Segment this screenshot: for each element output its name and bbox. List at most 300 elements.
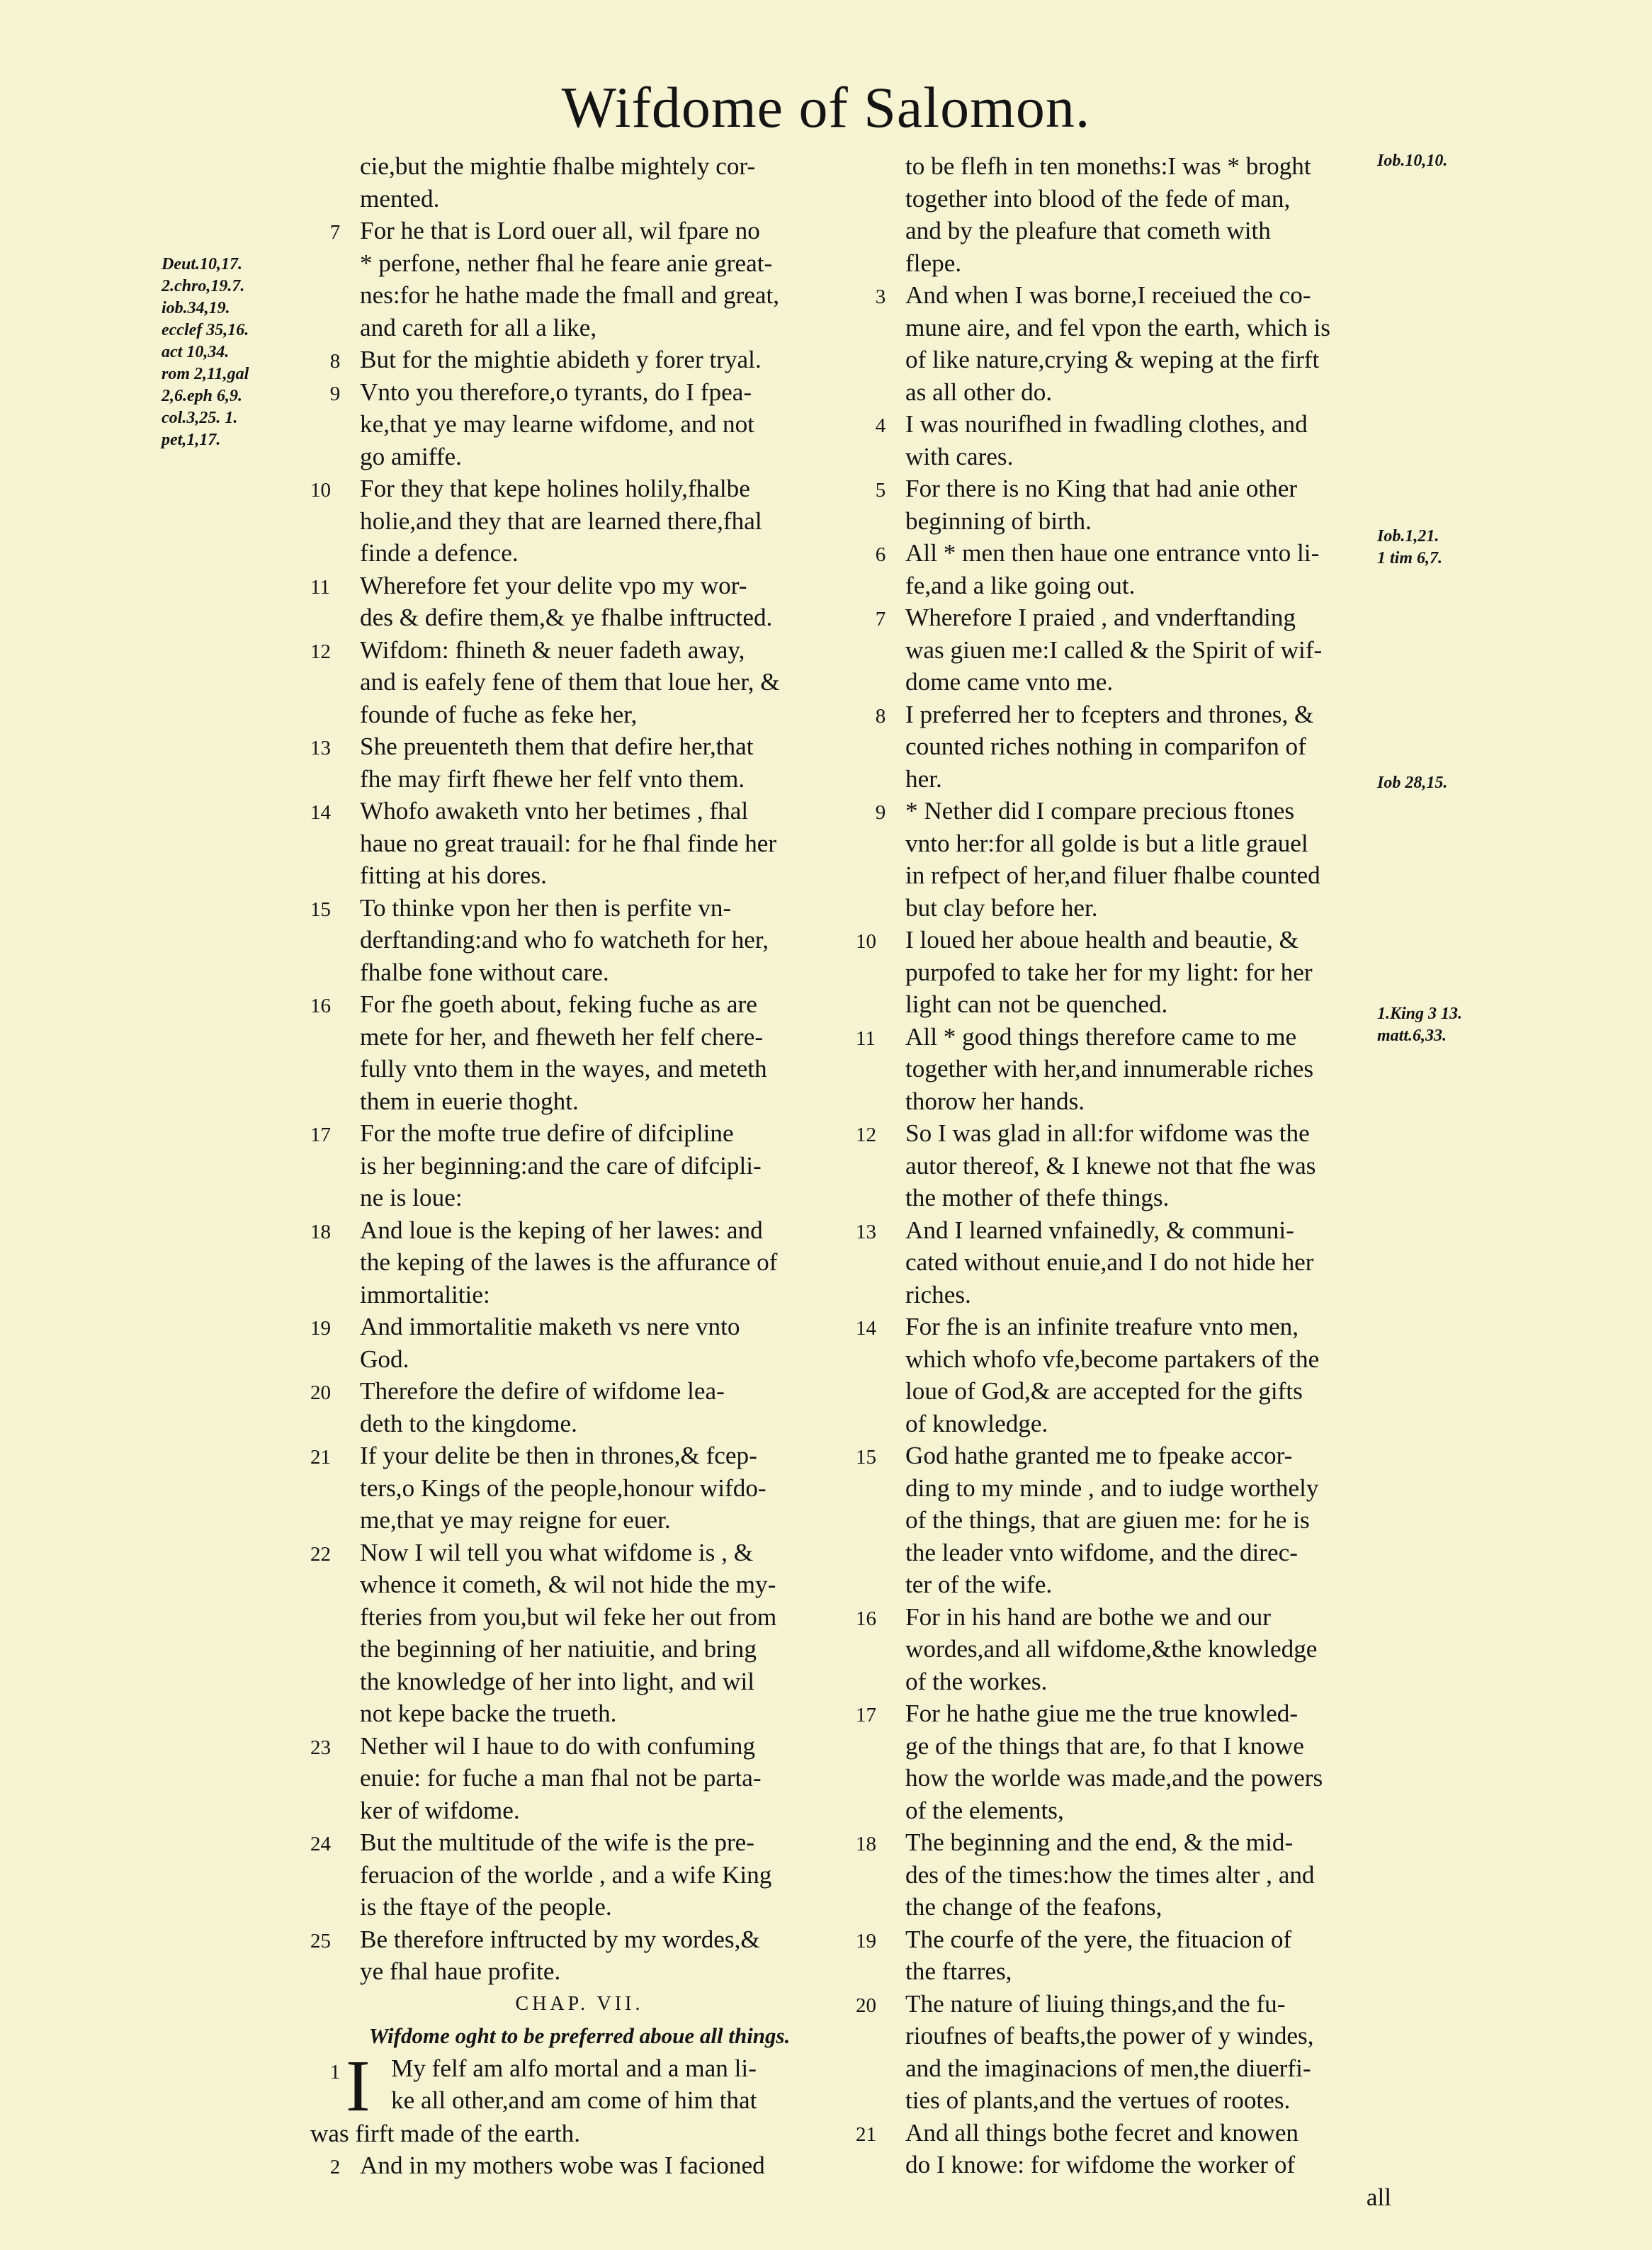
verse-line [310, 1214, 849, 1247]
verse-number: 16 [310, 995, 331, 1017]
verse-text: Nether wil I haue to do with confuming [360, 1731, 755, 1760]
verse-text: For in his hand are bothe we and our [905, 1602, 1271, 1631]
verse-line [856, 699, 1394, 731]
verse-text: the ftarres, [905, 1957, 1012, 1985]
verse-text: them in euerie thoght. [360, 1087, 579, 1115]
verse-line [856, 1923, 1394, 1956]
verse-line [856, 1601, 1394, 1634]
verse-line [856, 1955, 1394, 1988]
verse-line [856, 2149, 1394, 2181]
verse-text: the keping of the lawes is the affurance of [360, 1248, 778, 1276]
verse-number: 21 [310, 1446, 331, 1469]
verse-text: And I learned vnfainedly, & communi- [905, 1216, 1294, 1244]
left-column-verses [310, 150, 849, 1988]
verse-number: 18 [310, 1220, 331, 1243]
verse-line [310, 988, 849, 1021]
left-column [310, 150, 849, 2182]
verse-text: enuie: for fuche a man fhal not be parta- [360, 1764, 762, 1792]
verse-text: For fhe is an infinite treafure vnto men, [905, 1313, 1299, 1340]
verse-text: light can not be quenched. [905, 990, 1168, 1018]
verse-text: deth to the kingdome. [360, 1409, 577, 1437]
verse-text: purpofed to take her for my light: for her [905, 958, 1313, 986]
verse-text: Vnto you therefore,o tyrants, do I fpea- [360, 378, 752, 406]
margin-note-right-1 [1377, 150, 1519, 172]
verse-line [856, 956, 1394, 989]
verse-number: 12 [310, 640, 331, 663]
verse-line [310, 601, 849, 634]
verse-line [310, 1537, 849, 1569]
verse-text: God hathe granted me to fpeake accor- [905, 1442, 1293, 1469]
verse-line [310, 279, 849, 312]
verse-line [856, 1375, 1394, 1408]
verse-text: derftanding:and who fo watcheth for her, [360, 926, 769, 954]
verse-text: mented. [360, 184, 440, 213]
verse-text: fteries from you,but wil feke her out from [360, 1602, 777, 1631]
verse-text: the change of the feafons, [905, 1893, 1162, 1921]
margin-reference: Iob 28,15. [1377, 774, 1448, 792]
verse-number: 19 [856, 1929, 876, 1952]
verse-text: of knowledge. [905, 1409, 1048, 1437]
verse-line [856, 1053, 1394, 1085]
verse-text: me,that ye may reigne for euer. [360, 1506, 671, 1534]
verse-line [310, 763, 849, 796]
verse-line [310, 634, 849, 667]
verse-text: And when I was borne,I receiued the co- [905, 281, 1311, 309]
verse-number: 18 [856, 1833, 876, 1855]
verse-text: She preuenteth them that defire her,that [360, 733, 754, 760]
verse-text: and the imaginacions of men,the diuerfi- [905, 2054, 1311, 2082]
verse-number: 15 [310, 898, 331, 921]
verse-line [310, 1021, 849, 1053]
verse-line [310, 827, 849, 860]
verse-text: and careth for all a like, [360, 313, 597, 341]
verse-line [856, 1666, 1394, 1698]
verse-line [856, 1311, 1394, 1343]
verse-text: of the workes. [905, 1667, 1048, 1695]
verse-line [856, 1472, 1394, 1505]
verse-line [856, 1730, 1394, 1763]
verse-text: * Nether did I compare precious ftones [905, 797, 1295, 825]
verse-line [310, 1697, 849, 1730]
verse-number: 15 [856, 1446, 876, 1469]
verse-text: which whofo vfe,become partakers of the [905, 1345, 1320, 1373]
verse-line [856, 279, 1394, 312]
verse-text: Whofo awaketh vnto her betimes , fhal [360, 797, 749, 825]
verse-line [856, 473, 1394, 505]
verse-number: 20 [856, 1994, 876, 2017]
margin-notes-left [162, 254, 303, 451]
verse-text: And immortalitie maketh vs nere vnto [360, 1313, 740, 1340]
verse-text: Wherefore I praied , and vnderftanding [905, 604, 1296, 631]
verse-line [856, 666, 1394, 699]
verse-text: together with her,and innumerable riches [905, 1055, 1314, 1082]
verse-text: All * good things therefore came to me [905, 1022, 1297, 1051]
verse-line: My felf am alfo mortal and a man li- [391, 2054, 757, 2082]
verse-number: 8 [329, 350, 341, 373]
verse-number: 10 [310, 479, 331, 502]
verse-text: of like nature,crying & weping at the firft [905, 346, 1320, 373]
verse-text: cated without enuie,and I do not hide her [905, 1248, 1314, 1276]
verse-line [856, 795, 1394, 827]
margin-note-right-4 [1377, 1003, 1519, 1047]
verse-line [310, 1408, 849, 1440]
verse-number: 2 [329, 2156, 341, 2178]
verse-text: as all other do. [905, 378, 1053, 406]
verse-text: For there is no King that had anie other [905, 475, 1298, 502]
verse-text: I preferred her to fcepters and thrones, & [905, 700, 1314, 728]
verse-text: immortalitie: [360, 1280, 490, 1308]
verse-text: go amiffe. [360, 442, 462, 470]
verse-line [856, 2052, 1394, 2085]
verse-text: mete for her, and fheweth her felf chere- [360, 1022, 764, 1051]
margin-reference: iob.34,19. [162, 299, 230, 317]
margin-reference: 2.chro,19.7. [162, 277, 245, 295]
verse-text: For fhe goeth about, feking fuche as are [360, 990, 757, 1018]
verse-number: 8 [875, 704, 886, 728]
verse-text: ge of the things that are, fo that I knowe [905, 1731, 1304, 1760]
verse-text: and is eafely fene of them that loue her, & [360, 668, 780, 696]
chapter-verse-1 [310, 2045, 849, 2150]
verse-number: 24 [310, 1833, 331, 1855]
verse-line [856, 376, 1394, 409]
verse-line [856, 859, 1394, 892]
verse-text: des & defire them,& ye fhalbe inftructed. [360, 604, 773, 631]
verse-line [310, 1666, 849, 1698]
verse-line [856, 1762, 1394, 1794]
verse-line [856, 1279, 1394, 1311]
verse-text: ding to my minde , and to iudge worthely [905, 1474, 1319, 1502]
verse-line [310, 1955, 849, 1988]
margin-reference: pet,1,17. [162, 431, 221, 449]
verse-text: how the worlde was made,and the powers [905, 1764, 1323, 1792]
margin-reference: 1 tim 6,7. [1377, 549, 1443, 567]
verse-line [310, 150, 849, 183]
verse-text: But the multitude of the wife is the pre- [360, 1828, 755, 1856]
verse-text: whence it cometh, & wil not hide the my- [360, 1571, 776, 1598]
verse-number: 3 [875, 286, 886, 308]
verse-text: holie,and they that are learned there,fhal [360, 507, 762, 535]
verse-text: The nature of liuing things,and the fu- [905, 1989, 1286, 2018]
verse-text: des of the times:how the times alter , and [905, 1860, 1315, 1889]
verse-line [856, 730, 1394, 763]
verse-text: dome came vnto me. [905, 668, 1114, 696]
verse-line [310, 1568, 849, 1601]
verse-number: 14 [310, 801, 331, 824]
margin-reference: Deut.10,17. [162, 255, 242, 273]
verse-line [310, 1859, 849, 1892]
right-column-verses [856, 150, 1394, 2181]
verse-line [310, 408, 849, 441]
verse-text: is the ftaye of the people. [360, 1893, 612, 1921]
verse-text: ker of wifdome. [360, 1796, 520, 1824]
margin-reference: act 10,34. [162, 343, 230, 361]
verse-text: cie,but the mightie fhalbe mightely cor- [360, 152, 756, 180]
verse-number: 11 [856, 1027, 876, 1050]
verse-line [856, 1537, 1394, 1569]
verse-line [310, 730, 849, 763]
verse-text: For they that kepe holines holily,fhalbe [360, 475, 750, 502]
verse-line [310, 1601, 849, 1634]
verse-number: 20 [310, 1381, 331, 1404]
verse-line [856, 1633, 1394, 1666]
verse-line [310, 699, 849, 731]
verse-text: God. [360, 1345, 409, 1373]
verse-text: nes:for he hathe made the fmall and great, [360, 281, 780, 309]
catchword: all [1366, 2183, 1391, 2211]
verse-line [310, 570, 849, 602]
verse-line [856, 537, 1394, 570]
verse-text: autor thereof, & I knewe not that fhe was [905, 1151, 1316, 1180]
verse-text: ne is loue: [360, 1184, 463, 1211]
verse-line [310, 1923, 849, 1956]
verse-number: 22 [310, 1542, 331, 1566]
verse-text: is her beginning:and the care of difcipli- [360, 1151, 762, 1180]
verse-text: And all things bothe fecret and knowen [905, 2118, 1299, 2147]
verse-text: was giuen me:I called & the Spirit of wif- [905, 635, 1323, 664]
verse-line [856, 312, 1394, 344]
verse-line [856, 1214, 1394, 1247]
verse-text: * perfone, nether fhal he feare anie great- [360, 249, 773, 277]
verse-text: To thinke vpon her then is perfite vn- [360, 893, 732, 922]
verse-text: the knowledge of her into light, and wil [360, 1667, 755, 1695]
verse-line [310, 795, 849, 827]
verse-number: 13 [856, 1220, 876, 1243]
verse-text: do I knowe: for wifdome the worker of [905, 2151, 1296, 2178]
verse-text: Wifdom: fhineth & neuer fadeth away, [360, 635, 745, 664]
verse-line [856, 2020, 1394, 2052]
verse-line [310, 344, 849, 376]
verse-text: the leader vnto wifdome, and the direc- [905, 1538, 1298, 1566]
verse-text: Be therefore inftructed by my wordes,& [360, 1925, 760, 1953]
right-column [856, 150, 1394, 2213]
verse-line [856, 505, 1394, 538]
verse-line [856, 1085, 1394, 1118]
verse-text: feruacion of the worlde , and a wife King [360, 1860, 772, 1889]
verse-line [310, 473, 849, 505]
verse-text: And in my mothers wobe was I facioned [360, 2152, 765, 2179]
verse-line [856, 1246, 1394, 1279]
verse-number: 7 [329, 221, 341, 244]
verse-text: beginning of birth. [905, 507, 1092, 535]
verse-line [310, 1279, 849, 1311]
verse-line [310, 1891, 849, 1923]
verse-text: All * men then haue one entrance vnto li- [905, 539, 1320, 567]
verse-line [310, 1730, 849, 1763]
verse-text: fe,and a like going out. [905, 571, 1136, 599]
verse-line [856, 1021, 1394, 1053]
verse-line [856, 1859, 1394, 1892]
verse-line [310, 1633, 849, 1666]
verse-text: with cares. [905, 442, 1014, 470]
verse-line [310, 376, 849, 409]
verse-text: thorow her hands. [905, 1087, 1085, 1115]
verse-line [310, 1053, 849, 1085]
margin-reference: matt.6,33. [1377, 1027, 1447, 1045]
verse-line [310, 1085, 849, 1118]
verse-number: 16 [856, 1607, 876, 1630]
verse-number: 11 [310, 575, 330, 599]
verse-text: her. [905, 764, 942, 793]
verse-text: So I was glad in all:for wifdome was the [905, 1119, 1310, 1147]
verse-text: fitting at his dores. [360, 861, 547, 889]
margin-reference: 1.King 3 13. [1377, 1005, 1463, 1023]
drop-cap: I [346, 2045, 370, 2127]
verse-text: but clay before her. [905, 893, 1098, 922]
verse-line [310, 1762, 849, 1794]
verse-line [856, 1794, 1394, 1827]
verse-line [310, 183, 849, 215]
verse-line [310, 441, 849, 473]
verse-line [856, 634, 1394, 667]
verse-line [310, 1150, 849, 1182]
verse-line [856, 601, 1394, 634]
verse-text: together into blood of the fede of man, [905, 184, 1291, 213]
verse-line [310, 1472, 849, 1505]
verse-text: to be flefh in ten moneths:I was * broght [905, 152, 1311, 180]
verse-text: fhalbe fone without care. [360, 958, 609, 986]
verse-text: fhe may firft fhewe her felf vnto them. [360, 764, 745, 793]
verse-number: 9 [329, 382, 341, 405]
verse-line [856, 441, 1394, 473]
verse-text: of the elements, [905, 1796, 1064, 1824]
verse-number: 17 [310, 1124, 331, 1146]
verse-text: rioufnes of beafts,the power of y windes, [905, 2022, 1314, 2050]
verse-number: 9 [875, 801, 886, 824]
verse-text: flepe. [905, 249, 962, 277]
verse-number: 21 [856, 2122, 876, 2146]
verse-line [310, 956, 849, 989]
verse-line [856, 1343, 1394, 1376]
verse-line [856, 1568, 1394, 1601]
verse-line: was firft made of the earth. [310, 2119, 581, 2147]
verse-text: mune aire, and fel vpon the earth, which is [905, 313, 1330, 341]
verse-line [856, 1826, 1394, 1859]
verse-line [856, 570, 1394, 602]
verse-line [856, 150, 1394, 183]
verse-text: finde a defence. [360, 539, 519, 567]
page-title: Wifdome of Salomon. [561, 75, 1091, 140]
verse-text: of the things, that are giuen me: for he is [905, 1506, 1310, 1534]
verse-line [310, 892, 849, 925]
margin-note-right-2 [1377, 526, 1519, 570]
verse-line [310, 312, 849, 344]
verse-line [856, 215, 1394, 247]
chapter-verse-2 [310, 2149, 849, 2182]
verse-text: counted riches nothing in comparifon of [905, 733, 1306, 760]
verse-text: Therefore the defire of wifdome lea- [360, 1377, 725, 1405]
verse-line [856, 763, 1394, 796]
verse-line [310, 1826, 849, 1859]
verse-number: 25 [310, 1929, 331, 1952]
margin-reference: ecclef 35,16. [162, 321, 249, 339]
verse-text: fully vnto them in the wayes, and meteth [360, 1055, 767, 1082]
verse-line [310, 1504, 849, 1537]
verse-line [856, 827, 1394, 860]
verse-number: 19 [310, 1317, 331, 1340]
verse-text: and by the pleafure that cometh with [905, 217, 1271, 244]
verse-line [856, 2084, 1394, 2117]
verse-text: loue of God,& are accepted for the gifts [905, 1377, 1303, 1405]
verse-text: haue no great trauail: for he fhal finde her [360, 829, 777, 857]
verse-line [310, 1375, 849, 1408]
verse-number: 4 [875, 414, 886, 437]
verse-number: 23 [310, 1736, 331, 1759]
verse-line [856, 924, 1394, 956]
verse-line [310, 666, 849, 699]
verse-line [856, 183, 1394, 215]
margin-reference: rom 2,11,gal [162, 365, 249, 383]
verse-number: 5 [875, 479, 886, 502]
verse-line [856, 1891, 1394, 1923]
verse-text: wordes,and all wifdome,&the knowledge [905, 1635, 1318, 1663]
verse-line [310, 859, 849, 892]
verse-line [310, 1794, 849, 1827]
verse-line [310, 505, 849, 538]
verse-line [310, 924, 849, 956]
verse-line [310, 1117, 849, 1150]
margin-reference: Iob.1,21. [1377, 527, 1439, 545]
verse-text: riches. [905, 1280, 971, 1308]
verse-text: vnto her:for all golde is but a litle grauel [905, 829, 1308, 857]
verse-number: 6 [875, 543, 886, 566]
verse-line [856, 344, 1394, 376]
verse-text: ye fhal haue profite. [360, 1957, 561, 1985]
verse-number: 14 [856, 1317, 876, 1340]
verse-line [856, 408, 1394, 441]
verse-line [310, 1343, 849, 1376]
verse-text: not kepe backe the trueth. [360, 1700, 617, 1727]
verse-line [310, 247, 849, 280]
verse-line [310, 1311, 849, 1343]
verse-line [856, 1988, 1394, 2020]
chapter-summary: Wifdome oght to be preferred aboue all things. [368, 2023, 791, 2048]
verse-text: But for the mightie abideth y forer tryal. [360, 346, 762, 373]
verse-line: ke all other,and am come of him that [391, 2086, 757, 2114]
verse-line [310, 1182, 849, 1214]
verse-number: 7 [875, 608, 886, 631]
verse-text: For he that is Lord ouer all, wil fpare no [360, 217, 760, 244]
verse-line [310, 1246, 849, 1279]
verse-text: For the mofte true defire of difcipline [360, 1119, 734, 1147]
verse-number: 10 [856, 930, 876, 953]
verse-text: If your delite be then in thrones,& fcep- [360, 1442, 757, 1469]
verse-text: the beginning of her natiuitie, and bring [360, 1635, 757, 1663]
verse-text: Wherefore fet your delite vpo my wor- [360, 571, 747, 599]
verse-text: ties of plants,and the vertues of rootes. [905, 2086, 1291, 2114]
verse-text: in refpect of her,and filuer fhalbe counted [905, 861, 1320, 889]
verse-line [856, 892, 1394, 925]
verse-line [856, 1697, 1394, 1730]
verse-text: the mother of thefe things. [905, 1184, 1170, 1211]
verse-line [856, 1150, 1394, 1182]
verse-line [310, 215, 849, 247]
verse-line [856, 988, 1394, 1021]
margin-reference: col.3,25. 1. [162, 409, 238, 427]
margin-note-right-3 [1377, 772, 1519, 794]
verse-line [856, 1408, 1394, 1440]
verse-line [856, 1440, 1394, 1472]
verse-line [310, 537, 849, 570]
verse-line [856, 1182, 1394, 1214]
verse-line [856, 2117, 1394, 2149]
verse-line [856, 247, 1394, 280]
verse-text: ter of the wife. [905, 1571, 1053, 1598]
verse-text: I loued her aboue health and beautie, & [905, 926, 1299, 954]
verse-text: ters,o Kings of the people,honour wifdo- [360, 1474, 766, 1502]
verse-number: 13 [310, 737, 331, 759]
verse-text: For he hathe giue me the true knowled- [905, 1700, 1299, 1727]
verse-text: ke,that ye may learne wifdome, and not [360, 410, 754, 438]
